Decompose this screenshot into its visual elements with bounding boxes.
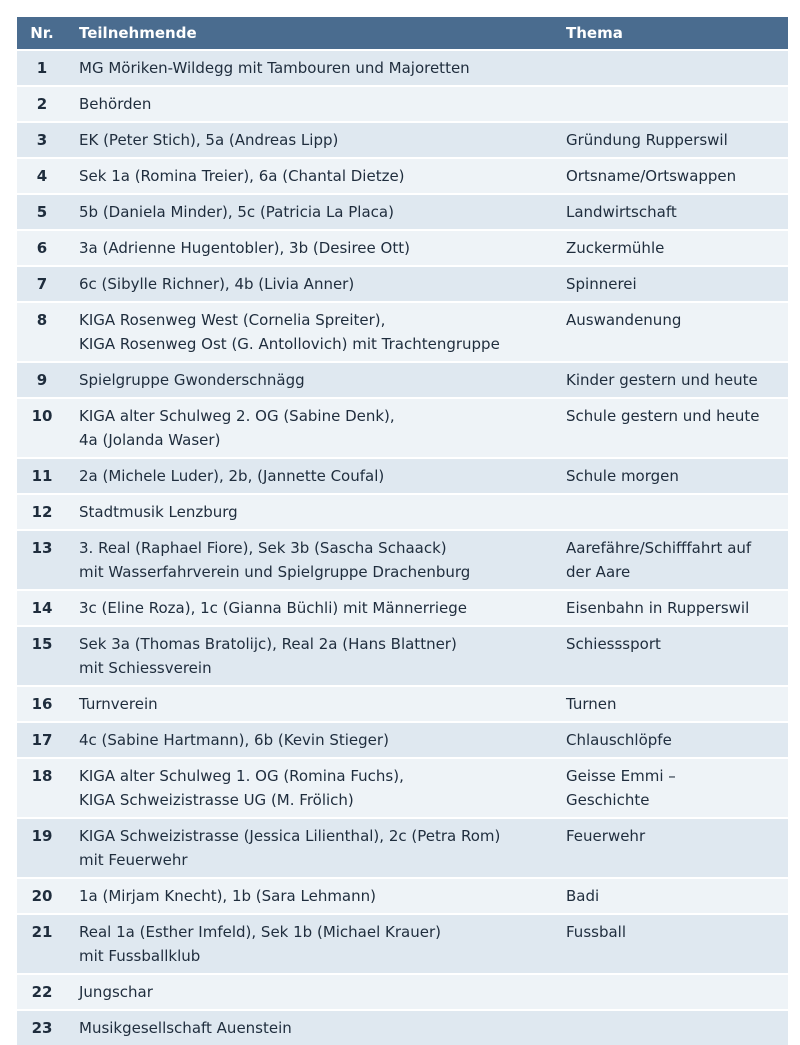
row-thema <box>554 494 788 530</box>
row-thema <box>554 722 788 758</box>
teilnehmende-line: mit Feuerwehr <box>79 851 188 869</box>
thema-line: Schiesssport <box>566 635 661 653</box>
teilnehmende-line: 3. Real (Raphael Fiore), Sek 3b (Sascha Schaack) <box>79 539 447 557</box>
teilnehmende-line: Stadtmusik Lenzburg <box>79 503 238 521</box>
thema-line: Landwirtschaft <box>566 203 677 221</box>
thema-line: Auswandenung <box>566 311 682 329</box>
row-thema <box>554 686 788 722</box>
row-thema <box>554 362 788 398</box>
table-row <box>17 914 788 974</box>
row-thema <box>554 194 788 230</box>
teilnehmende-line: KIGA alter Schulweg 1. OG (Romina Fuchs), <box>79 767 404 785</box>
teilnehmende-line: Sek 3a (Thomas Bratolijc), Real 2a (Hans Blattner) <box>79 635 457 653</box>
header-teilnehmende: Teilnehmende <box>79 24 197 42</box>
table-row <box>17 974 788 1010</box>
row-thema <box>554 458 788 494</box>
row-thema <box>554 86 788 122</box>
teilnehmende-line: KIGA Rosenweg Ost (G. Antollovich) mit Trachtengruppe <box>79 335 500 353</box>
row-number: 14 <box>17 590 67 626</box>
row-teilnehmende <box>67 302 554 362</box>
row-teilnehmende <box>67 158 554 194</box>
table-row <box>17 722 788 758</box>
row-teilnehmende <box>67 878 554 914</box>
participants-table-container <box>17 17 788 1045</box>
teilnehmende-line: MG Möriken-Wildegg mit Tambouren und Majoretten <box>79 59 470 77</box>
row-number: 16 <box>17 686 67 722</box>
row-number: 13 <box>17 530 67 590</box>
row-number: 15 <box>17 626 67 686</box>
row-thema <box>554 818 788 878</box>
row-teilnehmende <box>67 626 554 686</box>
row-thema <box>554 266 788 302</box>
row-number: 8 <box>17 302 67 362</box>
row-teilnehmende <box>67 722 554 758</box>
row-number: 21 <box>17 914 67 974</box>
table-body <box>17 50 788 1045</box>
row-number: 20 <box>17 878 67 914</box>
row-number: 23 <box>17 1010 67 1045</box>
row-teilnehmende <box>67 266 554 302</box>
row-number: 9 <box>17 362 67 398</box>
table-row <box>17 818 788 878</box>
thema-line: Eisenbahn in Rupperswil <box>566 599 750 617</box>
table-row <box>17 494 788 530</box>
row-number: 11 <box>17 458 67 494</box>
table-row <box>17 86 788 122</box>
row-number: 2 <box>17 86 67 122</box>
row-thema <box>554 398 788 458</box>
teilnehmende-line: mit Fussballklub <box>79 947 201 965</box>
teilnehmende-line: Turnverein <box>79 695 158 713</box>
header-thema: Thema <box>566 24 623 42</box>
table-row <box>17 302 788 362</box>
row-thema <box>554 758 788 818</box>
teilnehmende-line: Behörden <box>79 95 152 113</box>
teilnehmende-line: Musikgesellschaft Auenstein <box>79 1019 292 1037</box>
row-thema <box>554 1010 788 1045</box>
table-header-row <box>17 17 788 50</box>
row-thema <box>554 122 788 158</box>
row-teilnehmende <box>67 362 554 398</box>
row-teilnehmende <box>67 398 554 458</box>
row-teilnehmende <box>67 818 554 878</box>
teilnehmende-line: mit Wasserfahrverein und Spielgruppe Drachenburg <box>79 563 471 581</box>
teilnehmende-line: 6c (Sibylle Richner), 4b (Livia Anner) <box>79 275 355 293</box>
row-number: 3 <box>17 122 67 158</box>
teilnehmende-line: 4a (Jolanda Waser) <box>79 431 221 449</box>
thema-line: Schule morgen <box>566 467 679 485</box>
table-row <box>17 590 788 626</box>
thema-line: Badi <box>566 887 600 905</box>
thema-line: Gründung Rupperswil <box>566 131 728 149</box>
thema-line: Spinnerei <box>566 275 637 293</box>
table-row <box>17 398 788 458</box>
row-thema <box>554 530 788 590</box>
teilnehmende-line: Sek 1a (Romina Treier), 6a (Chantal Dietze) <box>79 167 405 185</box>
table-row <box>17 878 788 914</box>
row-teilnehmende <box>67 458 554 494</box>
row-thema <box>554 914 788 974</box>
row-teilnehmende <box>67 230 554 266</box>
row-teilnehmende <box>67 974 554 1010</box>
teilnehmende-line: Jungschar <box>79 983 153 1001</box>
row-number: 10 <box>17 398 67 458</box>
row-teilnehmende <box>67 494 554 530</box>
row-teilnehmende <box>67 122 554 158</box>
thema-line: Schule gestern und heute <box>566 407 760 425</box>
teilnehmende-line: mit Schiessverein <box>79 659 212 677</box>
thema-line: Fussball <box>566 923 626 941</box>
row-teilnehmende <box>67 194 554 230</box>
row-thema <box>554 230 788 266</box>
row-number: 19 <box>17 818 67 878</box>
table-row <box>17 194 788 230</box>
row-thema <box>554 626 788 686</box>
table-row <box>17 626 788 686</box>
teilnehmende-line: KIGA alter Schulweg 2. OG (Sabine Denk), <box>79 407 395 425</box>
teilnehmende-line: 5b (Daniela Minder), 5c (Patricia La Placa) <box>79 203 394 221</box>
thema-line: Geisse Emmi – <box>566 767 676 785</box>
row-teilnehmende <box>67 1010 554 1045</box>
table-row <box>17 686 788 722</box>
thema-line: Chlauschlöpfe <box>566 731 672 749</box>
thema-line: Aarefähre/Schifffahrt auf <box>566 539 752 557</box>
table-row <box>17 230 788 266</box>
table-row <box>17 530 788 590</box>
row-number: 1 <box>17 50 67 86</box>
teilnehmende-line: KIGA Schweizistrasse UG (M. Frölich) <box>79 791 354 809</box>
row-teilnehmende <box>67 530 554 590</box>
table-row <box>17 758 788 818</box>
row-number: 4 <box>17 158 67 194</box>
row-teilnehmende <box>67 590 554 626</box>
thema-line: Geschichte <box>566 791 650 809</box>
row-teilnehmende <box>67 686 554 722</box>
thema-line: der Aare <box>566 563 631 581</box>
teilnehmende-line: 3a (Adrienne Hugentobler), 3b (Desiree Ott) <box>79 239 410 257</box>
header-nr: Nr. <box>30 24 54 42</box>
teilnehmende-line: 4c (Sabine Hartmann), 6b (Kevin Stieger) <box>79 731 389 749</box>
row-thema <box>554 974 788 1010</box>
row-teilnehmende <box>67 914 554 974</box>
row-thema <box>554 158 788 194</box>
thema-line: Zuckermühle <box>566 239 665 257</box>
teilnehmende-line: 1a (Mirjam Knecht), 1b (Sara Lehmann) <box>79 887 376 905</box>
thema-line: Feuerwehr <box>566 827 646 845</box>
table-row <box>17 50 788 86</box>
table-row <box>17 266 788 302</box>
row-thema <box>554 50 788 86</box>
row-thema <box>554 302 788 362</box>
row-number: 17 <box>17 722 67 758</box>
teilnehmende-line: KIGA Rosenweg West (Cornelia Spreiter), <box>79 311 386 329</box>
row-teilnehmende <box>67 758 554 818</box>
row-number: 12 <box>17 494 67 530</box>
teilnehmende-line: 3c (Eline Roza), 1c (Gianna Büchli) mit Männerriege <box>79 599 468 617</box>
thema-line: Kinder gestern und heute <box>566 371 758 389</box>
thema-line: Ortsname/Ortswappen <box>566 167 737 185</box>
teilnehmende-line: Spielgruppe Gwonderschnägg <box>79 371 305 389</box>
row-number: 18 <box>17 758 67 818</box>
row-number: 5 <box>17 194 67 230</box>
table-row <box>17 158 788 194</box>
row-thema <box>554 590 788 626</box>
participants-table <box>17 17 788 1045</box>
table-row <box>17 458 788 494</box>
row-number: 22 <box>17 974 67 1010</box>
row-number: 6 <box>17 230 67 266</box>
teilnehmende-line: EK (Peter Stich), 5a (Andreas Lipp) <box>79 131 339 149</box>
row-teilnehmende <box>67 86 554 122</box>
teilnehmende-line: 2a (Michele Luder), 2b, (Jannette Coufal) <box>79 467 385 485</box>
teilnehmende-line: KIGA Schweizistrasse (Jessica Lilienthal), 2c (Petra Rom) <box>79 827 501 845</box>
teilnehmende-line: Real 1a (Esther Imfeld), Sek 1b (Michael Krauer) <box>79 923 441 941</box>
thema-line: Turnen <box>566 695 617 713</box>
row-teilnehmende <box>67 50 554 86</box>
row-number: 7 <box>17 266 67 302</box>
row-thema <box>554 878 788 914</box>
table-row <box>17 362 788 398</box>
table-row <box>17 122 788 158</box>
table-row <box>17 1010 788 1045</box>
